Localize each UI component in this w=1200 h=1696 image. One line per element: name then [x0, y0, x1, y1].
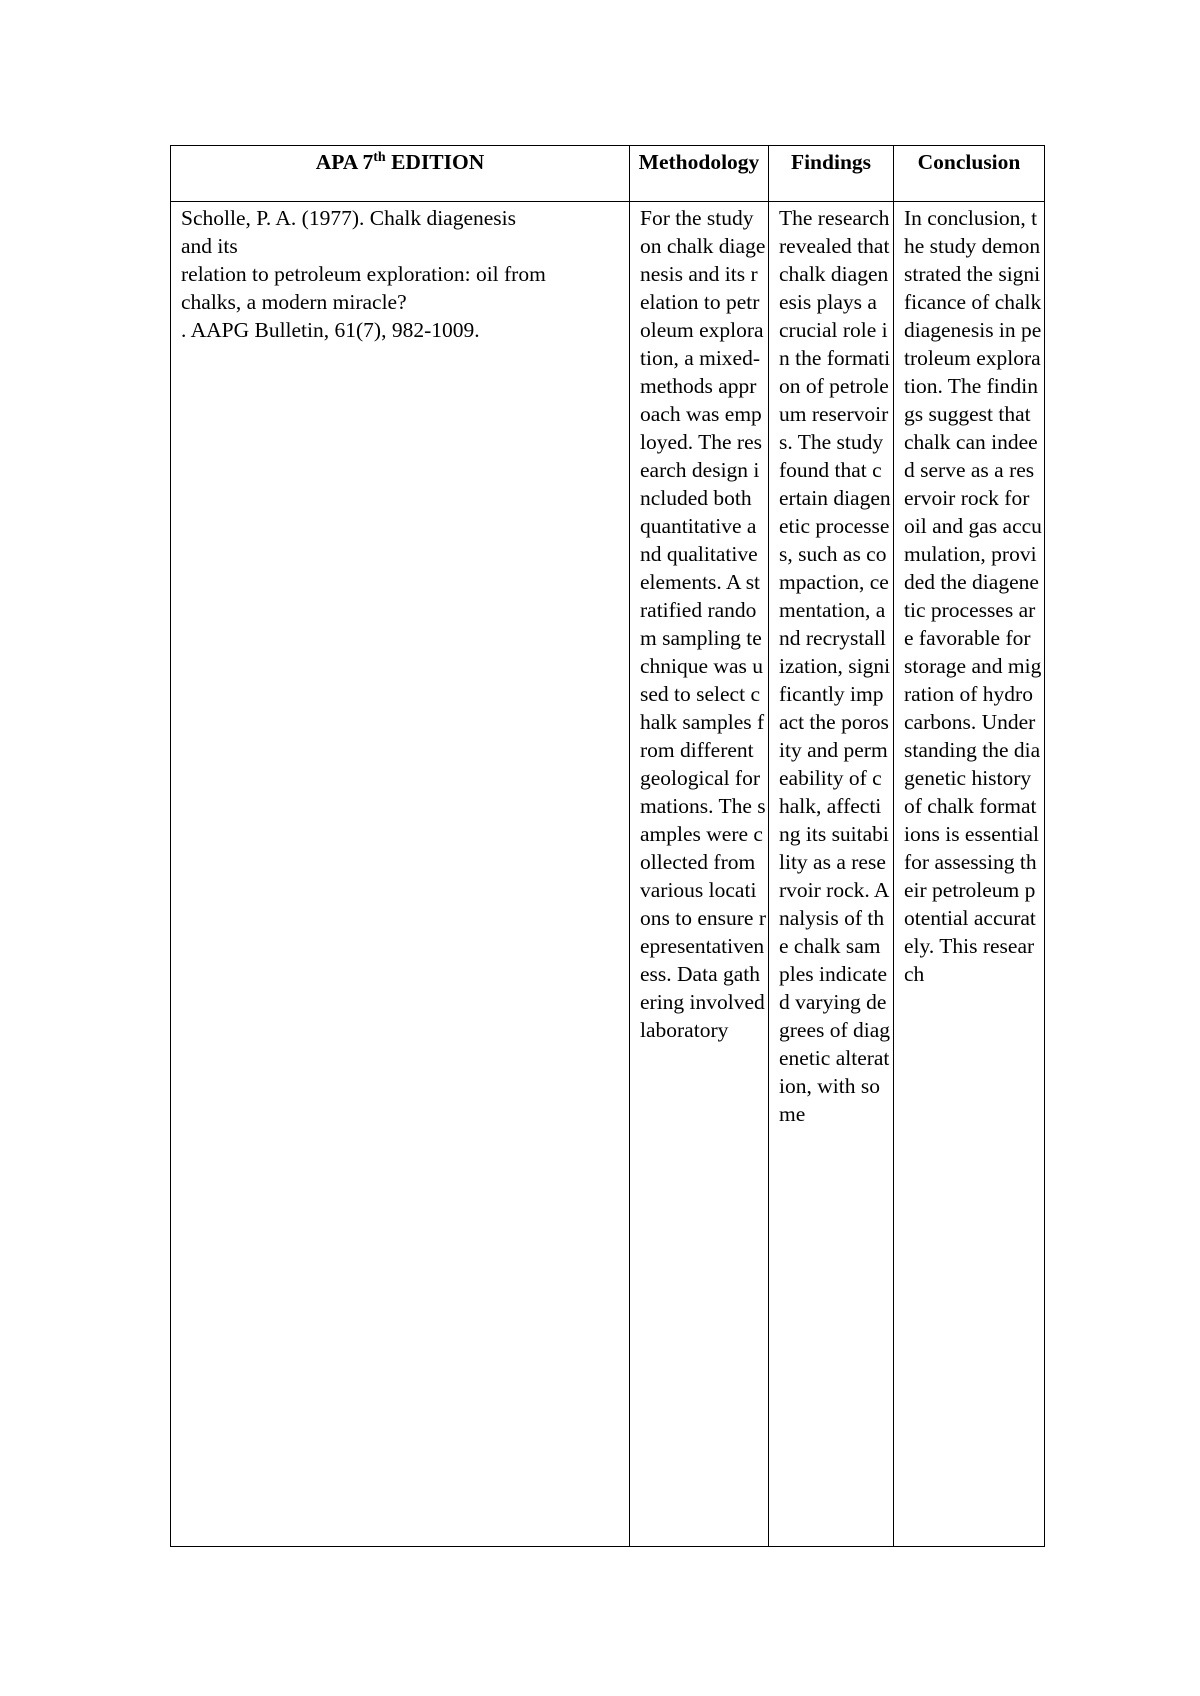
methodology-cell: For the study on chalk diagenesis and its relation to petroleum exploration, a mixed-methods approach was employed. The research design included both quantitative and qualitative elements. A stratified random sampling technique was used to select chalk samples from different geological formations. The samples were collected from various locations to ensure representativeness. Data gathering involved laboratory: [630, 202, 769, 1547]
reference-line: chalks, a modern miracle?: [181, 290, 407, 314]
table-header-row: [171, 146, 1045, 202]
header-apa-text: APA 7: [315, 150, 374, 174]
table-row: [171, 202, 1045, 1547]
header-findings: Findings: [769, 146, 894, 202]
findings-cell: The research revealed that chalk diagenesis plays a crucial role in the formation of petroleum reservoirs. The study found that certain diagenetic processes, such as compaction, cementation, and recrystallization, significantly impact the porosity and permeability of chalk, affecting its suitability as a reservoir rock. Analysis of the chalk samples indicated varying degrees of diagenetic alteration, with some: [769, 202, 894, 1547]
header-methodology: Methodology: [630, 146, 769, 202]
reference-line: and its: [181, 234, 238, 258]
reference-cell: [171, 202, 630, 1547]
header-conclusion: Conclusion: [894, 146, 1045, 202]
header-apa-suffix: EDITION: [385, 150, 485, 174]
reference-line: . AAPG Bulletin, 61(7), 982-1009.: [181, 318, 480, 342]
reference-line: Scholle, P. A. (1977). Chalk diagenesis: [181, 206, 517, 230]
header-apa-edition: [171, 146, 630, 202]
reference-line: relation to petroleum exploration: oil from: [181, 262, 546, 286]
literature-review-table: [170, 145, 1045, 1547]
header-apa-superscript: th: [373, 149, 386, 165]
conclusion-cell: In conclusion, the study demonstrated the significance of chalk diagenesis in petroleum exploration. The findings suggest that chalk can indeed serve as a reservoir rock for oil and gas accumulation, provided the diagenetic processes are favorable for storage and migration of hydrocarbons. Understanding the diagenetic history of chalk formations is essential for assessing their petroleum potential accurately. This research: [894, 202, 1045, 1547]
